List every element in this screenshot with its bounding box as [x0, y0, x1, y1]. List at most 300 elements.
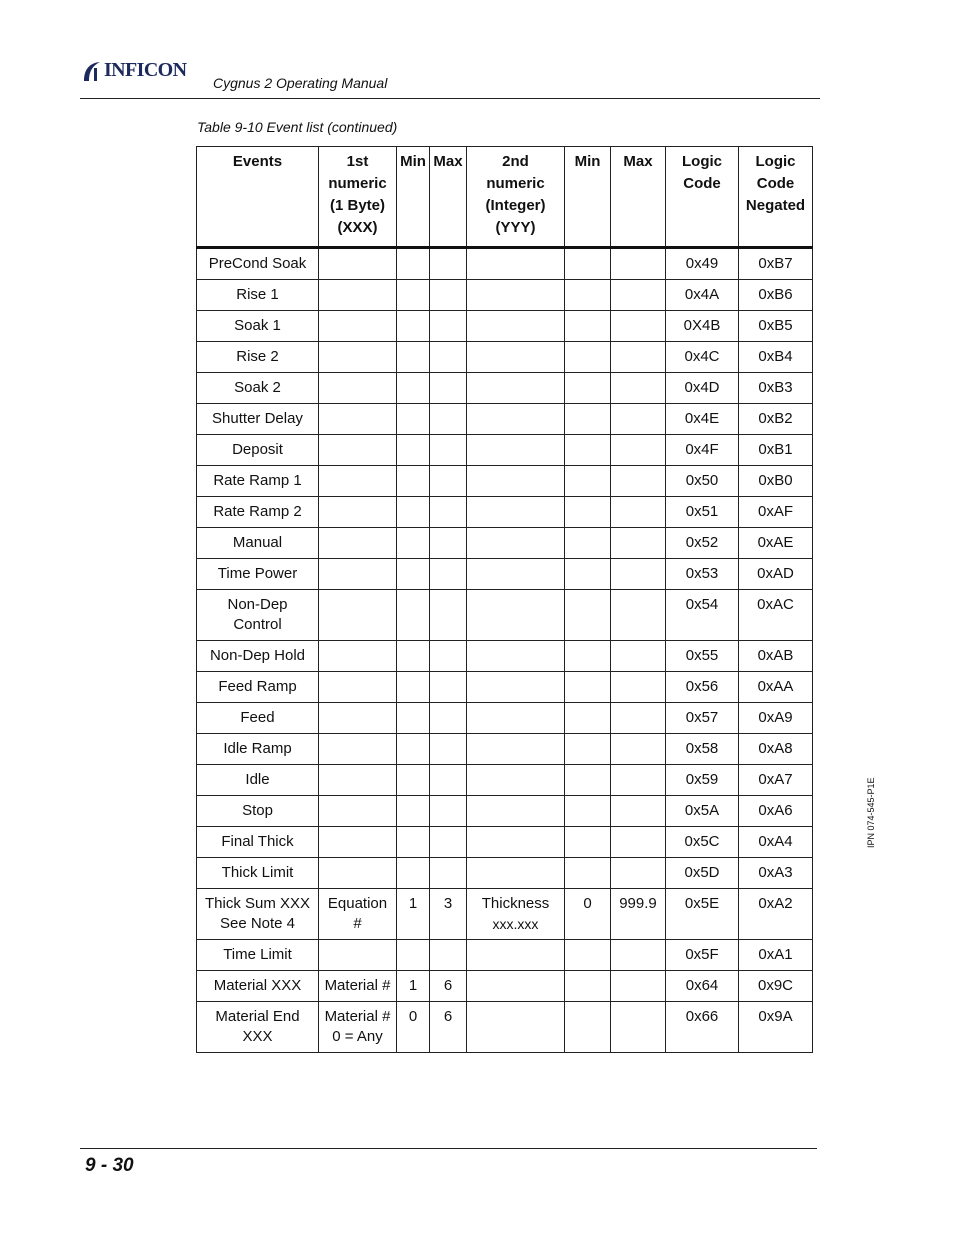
cell-text: Soak 1: [234, 317, 281, 334]
table-row: [197, 641, 813, 672]
cell-text: 0xA9: [758, 709, 793, 726]
cell-text: 0x5D: [684, 864, 720, 881]
table-cell: [430, 889, 467, 940]
table-cell: [397, 559, 430, 590]
table-cell: [611, 971, 666, 1002]
table-cell: [430, 342, 467, 373]
cell-text: 0xB6: [758, 286, 793, 303]
cell-text: Rise 2: [236, 348, 279, 365]
table-cell: [430, 311, 467, 342]
table-cell: [611, 528, 666, 559]
table-cell: [319, 373, 397, 404]
table-cell: [666, 940, 739, 971]
column-header-text: Code: [683, 175, 721, 192]
cell-text: Time Limit: [223, 946, 292, 963]
table-cell: [197, 342, 319, 373]
cell-text: 0x4D: [684, 379, 720, 396]
cell-text: Material XXX: [213, 977, 302, 994]
table-cell: [565, 703, 611, 734]
cell-text: Stop: [242, 802, 273, 819]
table-cell: [666, 889, 739, 940]
cell-text: 3: [443, 895, 453, 912]
column-header-text: (1 Byte): [329, 197, 385, 214]
table-cell: [666, 765, 739, 796]
table-cell: [565, 342, 611, 373]
table-cell: [397, 435, 430, 466]
column-header-text: Logic: [682, 153, 722, 170]
cell-text: 0x49: [685, 255, 719, 272]
table-cell: [739, 765, 813, 796]
table-cell: [565, 373, 611, 404]
cell-text: Final Thick: [221, 833, 294, 850]
table-cell: [197, 889, 319, 940]
table-cell: [397, 373, 430, 404]
table-cell: [666, 703, 739, 734]
table-cell: [467, 734, 565, 765]
table-cell: [666, 559, 739, 590]
table-cell: [739, 590, 813, 641]
table-cell: [197, 672, 319, 703]
table-cell: [197, 734, 319, 765]
cell-text: Deposit: [232, 441, 283, 458]
footer-rule: [80, 1148, 817, 1149]
table-cell: [739, 248, 813, 280]
cell-text: Time Power: [217, 565, 298, 582]
table-cell: [197, 703, 319, 734]
table-cell: [611, 373, 666, 404]
table-cell: [666, 280, 739, 311]
table-row: [197, 703, 813, 734]
table-row: [197, 404, 813, 435]
table-cell: [565, 765, 611, 796]
table-cell: [467, 342, 565, 373]
table-cell: [565, 311, 611, 342]
table-cell: [397, 703, 430, 734]
table-cell: [467, 1002, 565, 1053]
table-cell: [467, 311, 565, 342]
table-cell: [197, 528, 319, 559]
table-cell: [565, 590, 611, 641]
table-header-row: [197, 147, 813, 248]
cell-text: Non-Dep: [227, 596, 288, 613]
cell-text: 0xA7: [758, 771, 793, 788]
cell-text: 0x52: [685, 534, 719, 551]
cell-text: 0xA4: [758, 833, 793, 850]
table-cell: [666, 672, 739, 703]
table-cell: [467, 435, 565, 466]
table-cell: [430, 590, 467, 641]
cell-text: See Note 4: [219, 915, 296, 932]
cell-text: Soak 2: [234, 379, 281, 396]
table-cell: [666, 311, 739, 342]
cell-text: 0xB7: [758, 255, 793, 272]
table-cell: [430, 734, 467, 765]
table-cell: [666, 858, 739, 889]
table-cell: [739, 497, 813, 528]
table-cell: [197, 796, 319, 827]
cell-text: 0x4E: [684, 410, 720, 427]
table-cell: [197, 404, 319, 435]
cell-text: 0xAE: [757, 534, 794, 551]
table-cell: [319, 1002, 397, 1053]
table-cell: [197, 248, 319, 280]
table-cell: [319, 466, 397, 497]
cell-text: Rate Ramp 1: [213, 472, 302, 489]
table-cell: [397, 1002, 430, 1053]
table-cell: [739, 280, 813, 311]
table-cell: [197, 971, 319, 1002]
cell-text: Feed: [240, 709, 275, 726]
column-header: [397, 147, 430, 248]
table-cell: [397, 342, 430, 373]
table-cell: [319, 827, 397, 858]
table-cell: [430, 765, 467, 796]
table-cell: [319, 940, 397, 971]
table-cell: [397, 248, 430, 280]
table-cell: [197, 311, 319, 342]
cell-text: 0: [583, 895, 592, 912]
column-header: [565, 147, 611, 248]
table-row: [197, 1002, 813, 1053]
table-cell: [611, 497, 666, 528]
manual-title: Cygnus 2 Operating Manual: [213, 75, 388, 91]
cell-text: Material #: [324, 1008, 391, 1025]
table-cell: [739, 373, 813, 404]
column-header-text: (XXX): [337, 219, 378, 236]
table-cell: [611, 311, 666, 342]
table-cell: [666, 435, 739, 466]
table-cell: [666, 528, 739, 559]
column-header-text: Events: [232, 153, 283, 170]
table-row: [197, 796, 813, 827]
table-cell: [739, 311, 813, 342]
table-cell: [430, 1002, 467, 1053]
table-cell: [611, 796, 666, 827]
table-cell: [739, 641, 813, 672]
column-header-text: Code: [756, 175, 795, 192]
table-cell: [467, 796, 565, 827]
table-cell: [397, 497, 430, 528]
column-header-text: Min: [574, 153, 601, 170]
table-cell: [611, 672, 666, 703]
table-cell: [739, 404, 813, 435]
table-cell: [467, 404, 565, 435]
table-row: [197, 590, 813, 641]
brand-name: INFICON: [104, 59, 187, 81]
cell-text: 1: [408, 977, 418, 994]
cell-text: 1: [408, 895, 418, 912]
table-cell: [666, 971, 739, 1002]
table-cell: [739, 971, 813, 1002]
table-row: [197, 311, 813, 342]
table-cell: [611, 559, 666, 590]
table-cell: [430, 248, 467, 280]
cell-text: 0x9C: [757, 977, 794, 994]
table-cell: [319, 858, 397, 889]
table-cell: [565, 858, 611, 889]
table-row: [197, 435, 813, 466]
column-header-text: 2nd: [502, 153, 529, 170]
table-cell: [397, 641, 430, 672]
cell-text: 0x9A: [758, 1008, 793, 1025]
table-cell: [611, 858, 666, 889]
table-cell: [430, 672, 467, 703]
table-row: [197, 672, 813, 703]
table-cell: [430, 497, 467, 528]
table-cell: [611, 889, 666, 940]
table-row: [197, 858, 813, 889]
table-cell: [565, 827, 611, 858]
table-cell: [197, 559, 319, 590]
table-row: [197, 373, 813, 404]
table-cell: [611, 280, 666, 311]
table-cell: [467, 641, 565, 672]
table-cell: [565, 641, 611, 672]
cell-text: 0xB1: [758, 441, 793, 458]
table-cell: [197, 280, 319, 311]
table-cell: [467, 971, 565, 1002]
cell-text: 0x56: [685, 678, 719, 695]
column-header: [430, 147, 467, 248]
cell-text: 0xA3: [758, 864, 793, 881]
column-header-text: Logic: [755, 153, 796, 170]
cell-text: Non-Dep Hold: [209, 647, 306, 664]
table-row: [197, 497, 813, 528]
cell-text: xxx.xxx: [492, 916, 539, 932]
cell-text: 0: [408, 1008, 418, 1025]
table-row: [197, 559, 813, 590]
table-cell: [611, 248, 666, 280]
table-cell: [565, 971, 611, 1002]
cell-text: 0xA8: [758, 740, 793, 757]
table-cell: [467, 590, 565, 641]
table-cell: [397, 672, 430, 703]
cell-text: PreCond Soak: [208, 255, 307, 272]
table-row: [197, 248, 813, 280]
table-cell: [197, 1002, 319, 1053]
table-cell: [565, 248, 611, 280]
table-cell: [430, 971, 467, 1002]
table-cell: [319, 796, 397, 827]
cell-text: Manual: [232, 534, 283, 551]
table-cell: [666, 466, 739, 497]
table-cell: [666, 734, 739, 765]
table-cell: [197, 435, 319, 466]
cell-text: 0x5E: [684, 895, 720, 912]
column-header-text: 1st: [346, 153, 369, 170]
table-cell: [611, 940, 666, 971]
table-cell: [430, 528, 467, 559]
table-cell: [666, 497, 739, 528]
table-cell: [319, 641, 397, 672]
table-cell: [197, 858, 319, 889]
header-rule: [80, 98, 820, 99]
table-cell: [467, 466, 565, 497]
cell-text: 0xB3: [758, 379, 793, 396]
table-cell: [319, 248, 397, 280]
table-cell: [565, 280, 611, 311]
table-row: [197, 528, 813, 559]
table-cell: [319, 404, 397, 435]
cell-text: Thick Limit: [221, 864, 294, 881]
table-cell: [666, 404, 739, 435]
table-cell: [430, 466, 467, 497]
table-cell: [565, 466, 611, 497]
table-cell: [197, 940, 319, 971]
table-cell: [430, 280, 467, 311]
table-cell: [467, 672, 565, 703]
table-cell: [611, 466, 666, 497]
cell-text: Idle Ramp: [223, 740, 292, 757]
cell-text: 0x5F: [685, 946, 719, 963]
cell-text: Thick Sum XXX: [204, 895, 311, 912]
column-header-text: (Integer): [485, 197, 546, 214]
cell-text: 0xA1: [758, 946, 793, 963]
table-caption: Table 9-10 Event list (continued): [197, 119, 398, 135]
cell-text: 0xAF: [757, 503, 793, 520]
table-cell: [467, 703, 565, 734]
table-cell: [430, 703, 467, 734]
cell-text: 0xAB: [757, 647, 794, 664]
event-list-table: [196, 146, 813, 1053]
table-cell: [739, 342, 813, 373]
table-cell: [666, 342, 739, 373]
table-cell: [739, 528, 813, 559]
column-header: [467, 147, 565, 248]
table-cell: [611, 641, 666, 672]
table-cell: [565, 734, 611, 765]
table-cell: [739, 796, 813, 827]
column-header: [319, 147, 397, 248]
column-header-text: (YYY): [495, 219, 536, 236]
cell-text: 0xB5: [758, 317, 793, 334]
table-cell: [197, 466, 319, 497]
table-cell: [430, 404, 467, 435]
table-cell: [666, 248, 739, 280]
table-cell: [430, 940, 467, 971]
cell-text: Idle: [245, 771, 270, 788]
column-header-text: Min: [400, 153, 426, 170]
table-cell: [565, 559, 611, 590]
inficon-logo: [80, 58, 195, 84]
table-cell: [319, 435, 397, 466]
table-cell: [565, 435, 611, 466]
table-row: [197, 971, 813, 1002]
cell-text: 0xB0: [758, 472, 793, 489]
cell-text: 0x54: [685, 596, 719, 613]
table-cell: [430, 641, 467, 672]
cell-text: XXX: [242, 1028, 273, 1045]
cell-text: 6: [443, 977, 453, 994]
cell-text: 0x57: [685, 709, 719, 726]
table-cell: [666, 827, 739, 858]
table-cell: [666, 373, 739, 404]
cell-text: Material #: [324, 977, 391, 994]
table-cell: [739, 889, 813, 940]
table-cell: [739, 559, 813, 590]
table-cell: [467, 559, 565, 590]
table-cell: [666, 796, 739, 827]
table-cell: [430, 435, 467, 466]
cell-text: 0xA2: [758, 895, 793, 912]
table-cell: [666, 1002, 739, 1053]
cell-text: 0xA6: [758, 802, 793, 819]
table-cell: [565, 404, 611, 435]
cell-text: Shutter Delay: [212, 410, 303, 427]
table-cell: [397, 827, 430, 858]
cell-text: Equation: [327, 895, 388, 912]
cell-text: Rate Ramp 2: [213, 503, 302, 520]
cell-text: 0x51: [685, 503, 719, 520]
table-cell: [319, 280, 397, 311]
table-cell: [319, 971, 397, 1002]
table-cell: [611, 590, 666, 641]
table-cell: [467, 889, 565, 940]
table-row: [197, 940, 813, 971]
cell-text: 0xB4: [758, 348, 793, 365]
table-row: [197, 280, 813, 311]
table-cell: [739, 1002, 813, 1053]
cell-text: 0xAD: [757, 565, 794, 582]
table-row: [197, 827, 813, 858]
table-cell: [430, 858, 467, 889]
ipn-label: IPN 074-545-P1E: [866, 777, 876, 848]
page-number: 9 - 30: [85, 1155, 134, 1176]
table-cell: [397, 940, 430, 971]
table-cell: [397, 528, 430, 559]
table-cell: [611, 734, 666, 765]
table-cell: [397, 311, 430, 342]
cell-text: 0x58: [685, 740, 719, 757]
cell-text: 0x5A: [684, 802, 720, 819]
cell-text: 0x64: [685, 977, 719, 994]
cell-text: Feed Ramp: [218, 678, 297, 695]
table-cell: [430, 827, 467, 858]
table-cell: [397, 590, 430, 641]
cell-text: Rise 1: [236, 286, 279, 303]
table-cell: [197, 765, 319, 796]
table-cell: [565, 940, 611, 971]
cell-text: 0x5C: [684, 833, 720, 850]
cell-text: #: [353, 915, 362, 932]
table-cell: [467, 765, 565, 796]
table-cell: [739, 466, 813, 497]
table-cell: [197, 373, 319, 404]
column-header-text: Max: [623, 153, 653, 170]
table-cell: [565, 889, 611, 940]
table-cell: [467, 940, 565, 971]
table-cell: [739, 940, 813, 971]
table-cell: [430, 559, 467, 590]
table-cell: [319, 734, 397, 765]
cell-text: 0x66: [685, 1008, 719, 1025]
table-cell: [666, 641, 739, 672]
table-cell: [430, 373, 467, 404]
table-cell: [666, 590, 739, 641]
table-cell: [397, 971, 430, 1002]
column-header: [739, 147, 813, 248]
column-header-text: Max: [433, 153, 463, 170]
table-cell: [319, 889, 397, 940]
table-cell: [467, 373, 565, 404]
table-cell: [319, 765, 397, 796]
table-row: [197, 342, 813, 373]
table-cell: [611, 827, 666, 858]
table-cell: [739, 827, 813, 858]
table-row: [197, 734, 813, 765]
cell-text: 0xB2: [758, 410, 793, 427]
table-row: [197, 889, 813, 940]
